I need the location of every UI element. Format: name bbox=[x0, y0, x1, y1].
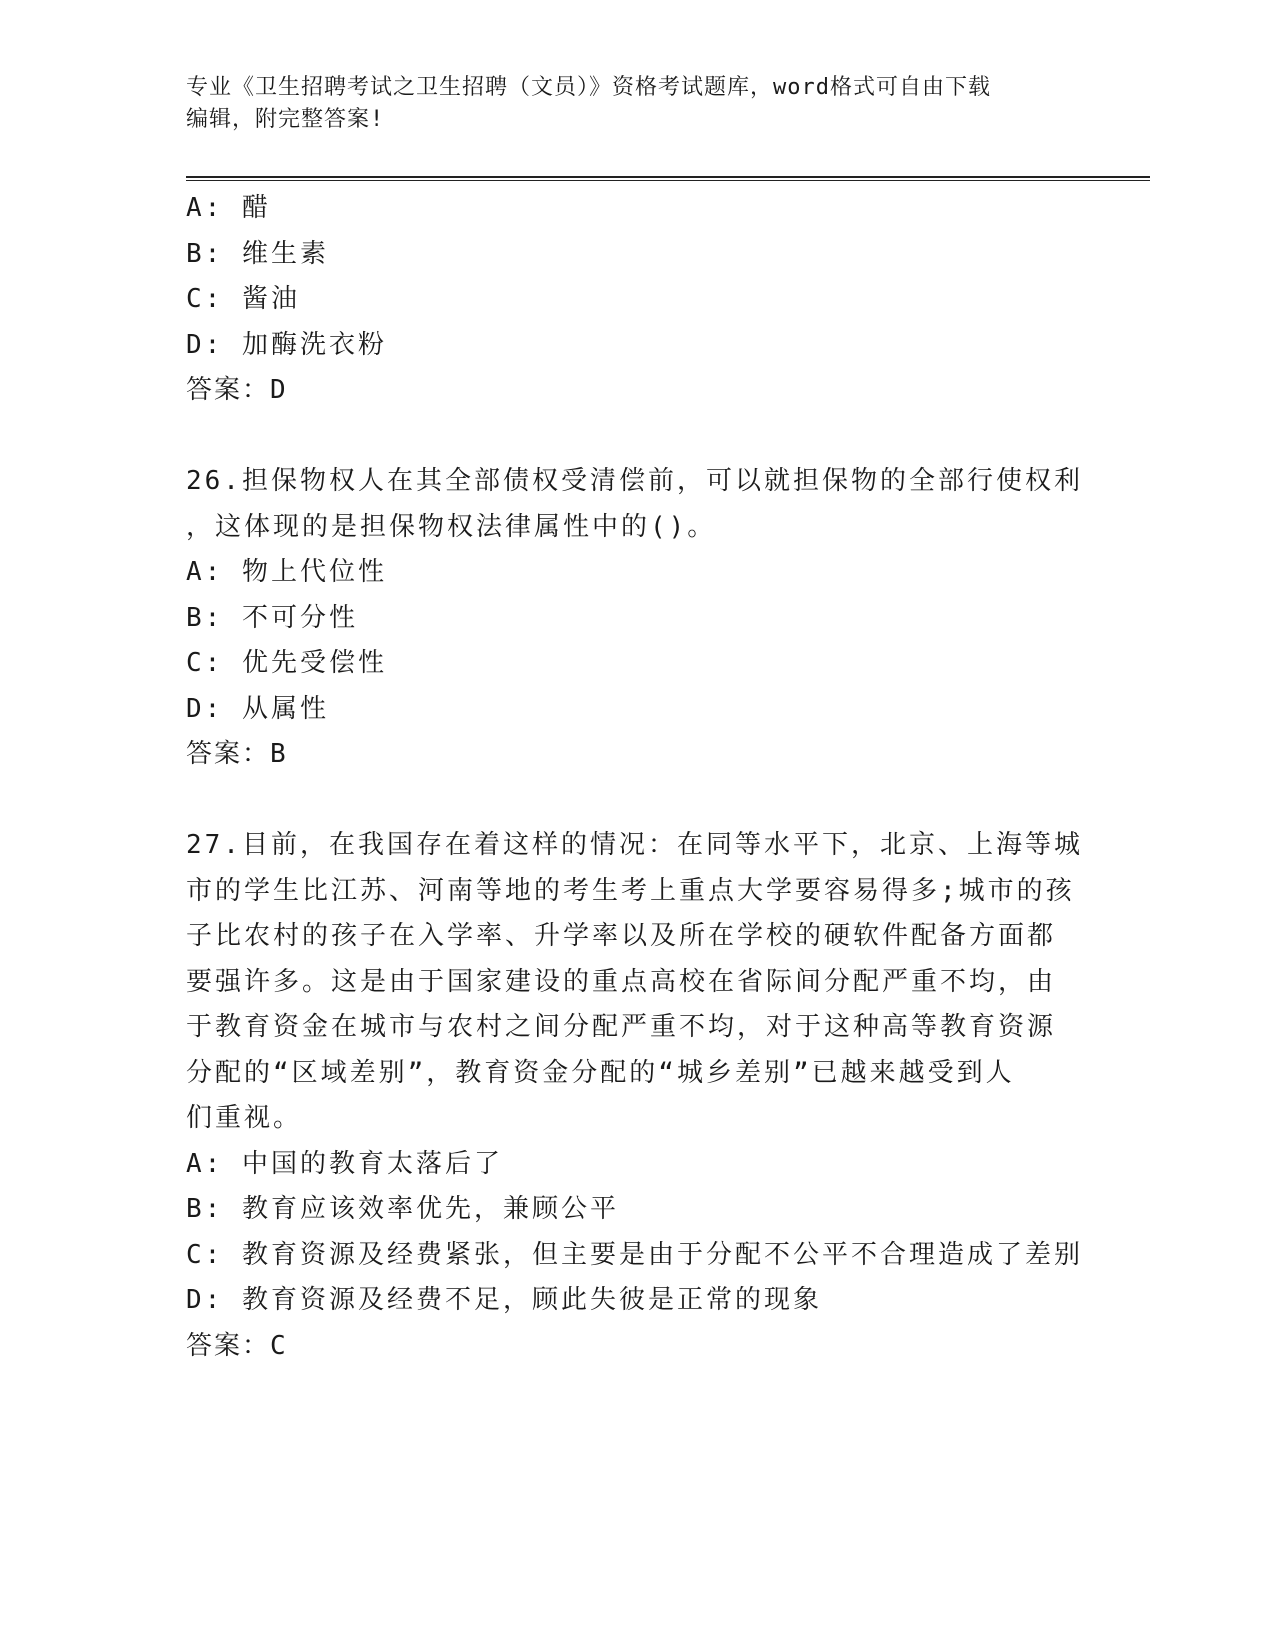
question-spacer bbox=[186, 414, 1086, 460]
q26-option-a: A: 物上代位性 bbox=[186, 557, 387, 587]
q27-stem-line-2: 市的学生比江苏、河南等地的考生考上重点大学要容易得多;城市的孩 bbox=[186, 875, 1075, 906]
q25-option-b: B: 维生素 bbox=[186, 238, 329, 269]
q25-option-c: C: 酱油 bbox=[186, 284, 300, 314]
q27-option-a: A: 中国的教育太落后了 bbox=[186, 1148, 503, 1179]
q27-stem-line-5: 于教育资金在城市与农村之间分配严重不均，对于这种高等教育资源 bbox=[186, 1012, 1057, 1042]
q26-option-b: B: 不可分性 bbox=[186, 602, 358, 633]
q27-stem-line-7: 们重视。 bbox=[186, 1103, 303, 1133]
question-spacer bbox=[186, 778, 1086, 824]
question-26 bbox=[186, 459, 1086, 778]
q25-option-d: D: 加酶洗衣粉 bbox=[186, 329, 387, 360]
q26-option-c: C: 优先受偿性 bbox=[186, 648, 387, 678]
header-line-1: 专业《卫生招聘考试之卫生招聘（文员）》资格考试题库，word格式可自由下载 bbox=[186, 75, 991, 100]
q27-option-d: D: 教育资源及经费不足，顾此失彼是正常的现象 bbox=[186, 1285, 822, 1315]
document-header bbox=[186, 72, 1066, 136]
q26-answer: 答案：B bbox=[186, 739, 288, 769]
question-content bbox=[186, 186, 1086, 1369]
q27-option-b: B: 教育应该效率优先，兼顾公平 bbox=[186, 1194, 619, 1224]
header-line-2: 编辑，附完整答案! bbox=[186, 107, 385, 132]
q26-stem-line-2: ，这体现的是担保物权法律属性中的()。 bbox=[186, 511, 717, 542]
q26-option-d: D: 从属性 bbox=[186, 693, 329, 724]
question-27 bbox=[186, 823, 1086, 1369]
q27-stem-line-3: 子比农村的孩子在入学率、升学率以及所在学校的硬软件配备方面都 bbox=[186, 921, 1057, 951]
q27-stem-line-4: 要强许多。这是由于国家建设的重点高校在省际间分配严重不均，由 bbox=[186, 966, 1057, 997]
q27-stem-line-1: 27.目前，在我国存在着这样的情况：在同等水平下，北京、上海等城 bbox=[186, 830, 1083, 860]
q27-stem-line-6: 分配的“区域差别”，教育资金分配的“城乡差别”已越来越受到人 bbox=[186, 1057, 1015, 1088]
q27-answer: 答案：C bbox=[186, 1330, 288, 1361]
q27-option-c: C: 教育资源及经费紧张，但主要是由于分配不公平不合理造成了差别 bbox=[186, 1239, 1083, 1270]
q26-stem-line-1: 26.担保物权人在其全部债权受清偿前，可以就担保物的全部行使权利 bbox=[186, 466, 1083, 496]
q25-answer: 答案：D bbox=[186, 375, 288, 405]
question-25-options bbox=[186, 186, 1086, 414]
q25-option-a: A: 醋 bbox=[186, 193, 271, 223]
header-divider bbox=[186, 176, 1150, 181]
